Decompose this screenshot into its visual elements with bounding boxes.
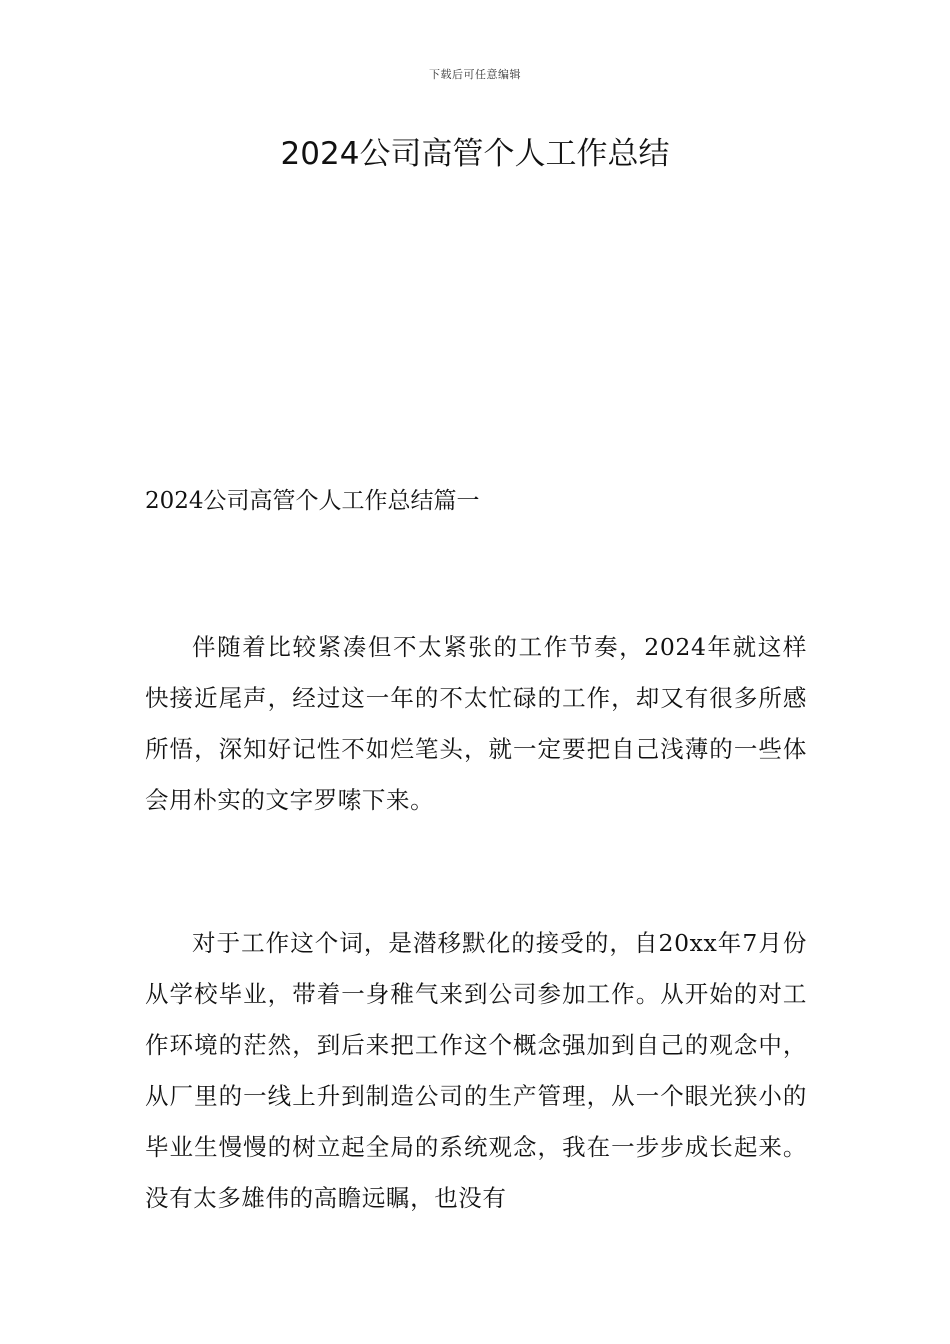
body-paragraph-2: 对于工作这个词，是潜移默化的接受的，自20xx年7月份从学校毕业，带着一身稚气来到公司参加工作。从开始的对工作环境的茫然，到后来把工作这个概念强加到自己的观念中，从厂里的一线上升到制造公司的生产管理，从一个眼光狭小的毕业生慢慢的树立起全局的系统观念，我在一步步成长起来。没有太多雄伟的高瞻远瞩，也没有 — [145, 929, 807, 1212]
document-title: 2024公司高管个人工作总结 — [280, 136, 670, 172]
header-note: 下载后可任意编辑 — [429, 68, 521, 81]
section-heading: 2024公司高管个人工作总结篇一 — [145, 488, 480, 514]
body-paragraph-1: 伴随着比较紧凑但不太紧张的工作节奏，2024年就这样快接近尾声，经过这一年的不太忙碌的工作，却又有很多所感所悟，深知好记性不如烂笔头，就一定要把自己浅薄的一些体会用朴实的文字罗嗦下来。 — [145, 633, 807, 814]
